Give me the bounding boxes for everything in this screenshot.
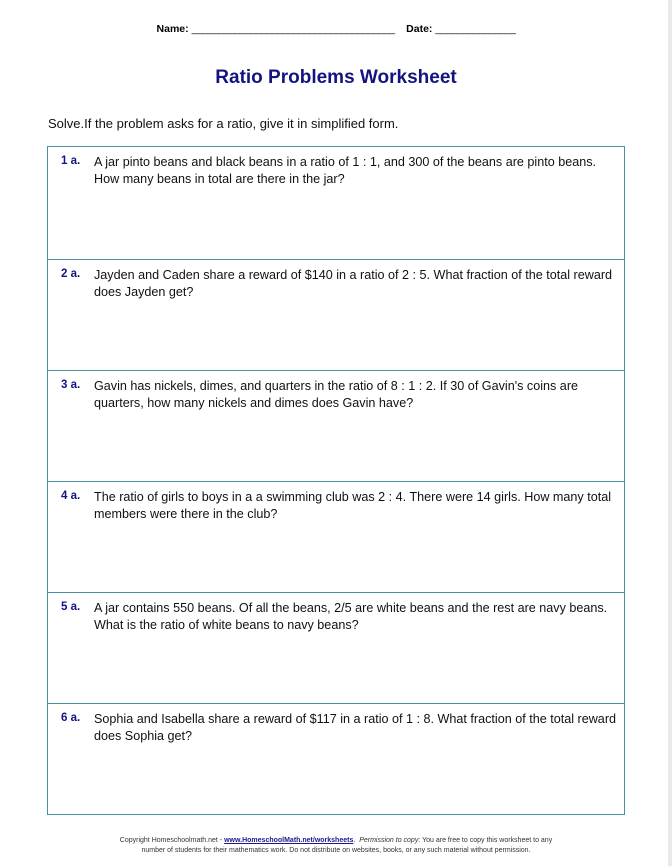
problem-number: 6 a. [61, 712, 81, 724]
name-label: Name: [156, 23, 189, 35]
worksheets-link[interactable]: www.HomeschoolMath.net/worksheets [224, 837, 354, 844]
problem-text: A jar contains 550 beans. Of all the beans, 2/5 are white beans and the rest are navy beans. What is the ratio of white beans to navy beans? [94, 601, 608, 632]
problem-text: A jar pinto beans and black beans in a ratio of 1 : 1, and 300 of the beans are pinto beans. How many beans in total are there in the jar? [94, 155, 597, 186]
problem-4 [48, 481, 624, 592]
problem-text: Jayden and Caden share a reward of $140 in a ratio of 2 : 5. What fraction of the total reward does Jayden get? [94, 268, 613, 299]
worksheet-title: Ratio Problems Worksheet [215, 67, 457, 88]
name-blank: ______________________________________ [191, 23, 395, 35]
problem-6 [48, 703, 624, 814]
problem-number: 1 a. [61, 155, 81, 167]
problem-5 [48, 592, 624, 703]
permission-text: You are free to copy this worksheet to any [420, 837, 553, 844]
problem-number: 4 a. [61, 490, 81, 502]
problem-number: 5 a. [61, 601, 81, 613]
date-label: Date: [406, 23, 433, 35]
problem-table [47, 146, 625, 815]
copyright-text: Copyright Homeschoolmath.net - [119, 837, 225, 844]
problem-text: The ratio of girls to boys in a a swimming club was 2 : 4. There were 14 girls. How many total members were there in the club? [94, 490, 612, 521]
footer-line-1: Copyright Homeschoolmath.net - www.HomeschoolMath.net/worksheets. Permission to copy: You are free to copy this worksheet to any [119, 837, 553, 844]
name-date-line [0, 23, 672, 35]
footer [0, 836, 672, 856]
problem-2 [48, 259, 624, 370]
instructions: Solve.If the problem asks for a ratio, give it in simplified form. [48, 116, 399, 131]
problem-1 [48, 147, 624, 259]
footer-line-2: number of students for their mathematics work. Do not distribute on websites, books, or any such material without permission. [141, 847, 531, 854]
page-edge [668, 0, 672, 866]
problem-3 [48, 370, 624, 481]
problem-number: 2 a. [61, 268, 81, 280]
date-blank: _______________ [435, 23, 516, 35]
problem-text: Sophia and Isabella share a reward of $117 in a ratio of 1 : 8. What fraction of the total reward does Sophia get? [94, 712, 617, 743]
permission-label: Permission to copy: [359, 837, 421, 844]
problem-text: Gavin has nickels, dimes, and quarters in the ratio of 8 : 1 : 2. If 30 of Gavin's coins are quarters, how many nickels and dimes does Gavin have? [94, 379, 579, 410]
problem-number: 3 a. [61, 379, 81, 391]
